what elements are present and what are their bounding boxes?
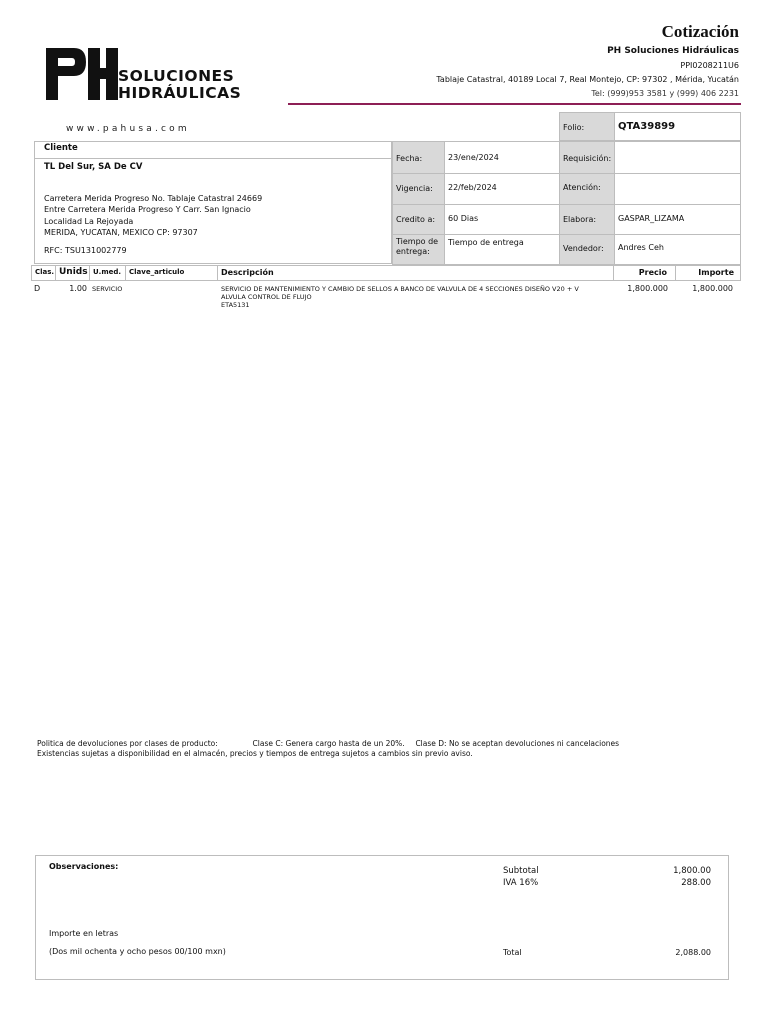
- credito-value: 60 Dias: [444, 204, 560, 235]
- row-clas: D: [34, 284, 41, 293]
- company-logo-mark: [44, 46, 118, 102]
- company-website: www.pahusa.com: [66, 124, 190, 134]
- company-rfc: PPI0208211U6: [680, 61, 739, 70]
- vendedor-label: Vendedor:: [559, 234, 615, 265]
- importe-letras-value: (Dos mil ochenta y ocho pesos 00/100 mxn): [49, 947, 226, 956]
- col-header-umed: U.med.: [89, 265, 126, 281]
- table-row: [31, 283, 741, 313]
- total-value: 2,088.00: [675, 948, 711, 957]
- client-address-1: Carretera Merida Progreso No. Tablaje Catastral 24669: [44, 194, 263, 203]
- row-description-line-2: ALVULA CONTROL DE FLUJO: [221, 293, 312, 301]
- company-phone: Tel: (999)953 3581 y (999) 406 2231: [591, 89, 739, 98]
- observaciones-label: Observaciones:: [49, 862, 119, 871]
- col-header-precio: Precio: [613, 265, 676, 281]
- client-label: Cliente: [34, 141, 392, 159]
- folio-label: Folio:: [559, 112, 615, 141]
- vigencia-label: Vigencia:: [392, 173, 445, 205]
- iva-label: IVA 16%: [503, 878, 539, 888]
- fecha-label: Fecha:: [392, 141, 445, 174]
- policy-intro: Politica de devoluciones por clases de producto:: [37, 739, 218, 748]
- client-address-2: Entre Carretera Merida Progreso Y Carr. San Ignacio: [44, 205, 251, 214]
- client-rfc: RFC: TSU131002779: [44, 246, 127, 255]
- row-umed: SERVICIO: [92, 285, 123, 293]
- iva-value: 288.00: [681, 878, 711, 888]
- return-policy: [37, 739, 619, 759]
- col-header-clave: Clave_articulo: [125, 265, 218, 281]
- company-logo-text: [118, 68, 241, 102]
- row-precio: 1,800.000: [627, 284, 668, 293]
- col-header-unids: Unids: [55, 265, 90, 281]
- elabora-value: GASPAR_LIZAMA: [614, 204, 741, 235]
- col-header-importe: Importe: [675, 265, 741, 281]
- client-name: TL Del Sur, SA De CV: [44, 162, 143, 172]
- header-divider: [288, 103, 741, 105]
- row-description-line-3: ETA5131: [221, 301, 250, 309]
- policy-class-c: Clase C: Genera cargo hasta de un 20%.: [252, 739, 405, 748]
- col-header-clas: Clas.: [31, 265, 56, 281]
- row-unids: 1.00: [69, 284, 87, 293]
- company-name: PH Soluciones Hidráulicas: [607, 46, 739, 56]
- row-description-line-1: SERVICIO DE MANTENIMIENTO Y CAMBIO DE SELLOS A BANCO DE VALVULA DE 4 SECCIONES DISEÑO V20 + V: [221, 285, 579, 293]
- vigencia-value: 22/feb/2024: [444, 173, 560, 205]
- vendedor-value: Andres Ceh: [614, 234, 741, 265]
- row-importe: 1,800.000: [692, 284, 733, 293]
- total-label: Total: [503, 948, 522, 957]
- company-address: Tablaje Catastral, 40189 Local 7, Real Montejo, CP: 97302 , Mérida, Yucatán: [436, 75, 739, 84]
- row-description: [221, 285, 579, 309]
- credito-label: Credito a:: [392, 204, 445, 235]
- logo-line-2: HIDRÁULICAS: [118, 84, 242, 102]
- elabora-label: Elabora:: [559, 204, 615, 235]
- requisicion-value: [614, 141, 741, 174]
- policy-class-d: Clase D: No se aceptan devoluciones ni cancelaciones: [415, 739, 620, 748]
- client-address-3: Localidad La Rejoyada: [44, 217, 134, 226]
- subtotal-value: 1,800.00: [673, 866, 711, 876]
- fecha-value: 23/ene/2024: [444, 141, 560, 174]
- subtotal-label: Subtotal: [503, 866, 539, 876]
- client-address-4: MERIDA, YUCATAN, MEXICO CP: 97307: [44, 228, 198, 237]
- tiempo-entrega-label-2: entrega:: [396, 247, 430, 256]
- logo-line-1: SOLUCIONES: [118, 67, 235, 85]
- atencion-value: [614, 173, 741, 205]
- tiempo-entrega-label: [392, 234, 445, 265]
- tiempo-entrega-value: Tiempo de entrega: [444, 234, 560, 265]
- requisicion-label: Requisición:: [559, 141, 615, 174]
- document-title: Cotización: [661, 22, 739, 41]
- tiempo-entrega-label-1: Tiempo de: [396, 237, 439, 246]
- atencion-label: Atención:: [559, 173, 615, 205]
- policy-stock-note: Existencias sujetas a disponibilidad en el almacén, precios y tiempos de entrega sujetos a cambios sin previo aviso.: [37, 749, 473, 758]
- importe-letras-label: Importe en letras: [49, 929, 119, 938]
- col-header-descripcion: Descripción: [217, 265, 614, 281]
- folio-value: QTA39899: [614, 112, 741, 141]
